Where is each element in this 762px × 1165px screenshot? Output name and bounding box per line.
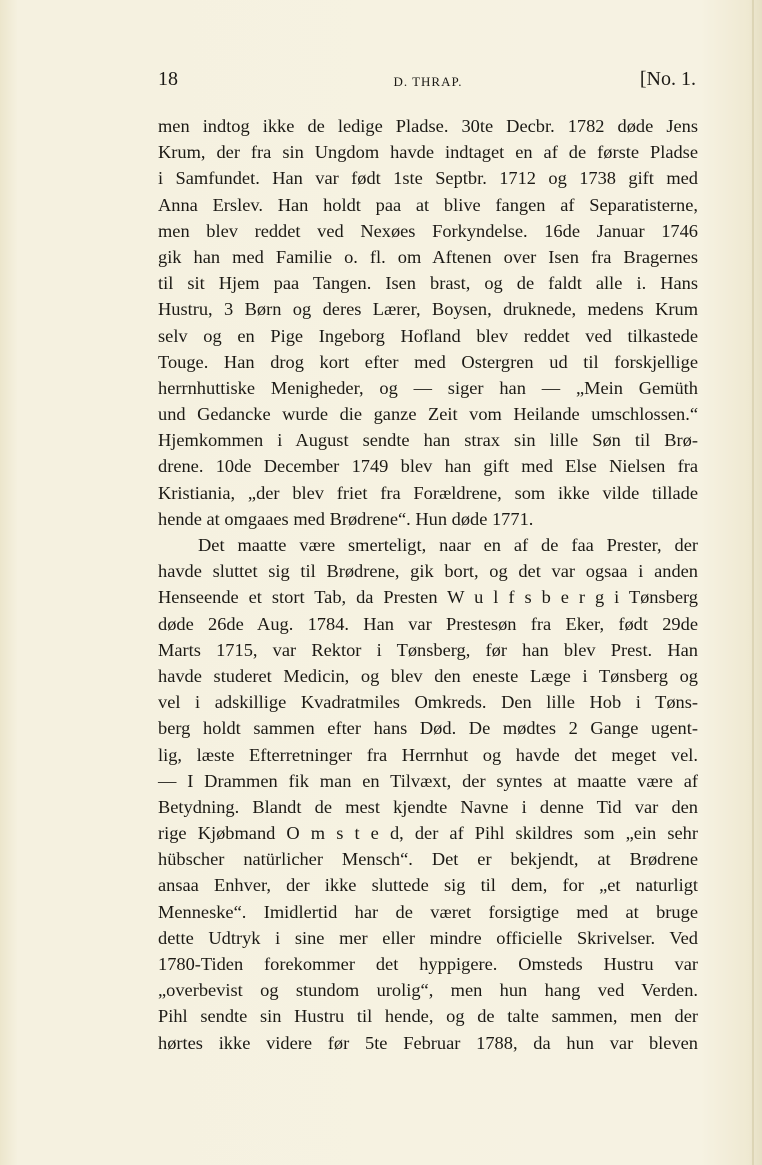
text-line: Betydning. Blandt de mest kjendte Navne i denne Tid var den (158, 796, 698, 817)
text-line: lig, læste Efterretninger fra Herrnhut og havde det meget vel. (158, 744, 698, 765)
text-line: Hjemkommen i August sendte han strax sin lille Søn til Brø- (158, 430, 698, 451)
text-line: Kristiania, „der blev friet fra Forældrene, som ikke vilde tillade (158, 482, 698, 503)
text-line: drene. 10de December 1749 blev han gift med Else Nielsen fra (158, 456, 698, 477)
text-line: Henseende et stort Tab, da Presten W u l f s b e r g i Tønsberg (158, 587, 698, 608)
text-line: Anna Erslev. Han holdt paa at blive fangen af Separatisterne, (158, 194, 698, 215)
text-line: men indtog ikke de ledige Pladse. 30te Decbr. 1782 døde Jens (158, 116, 698, 136)
text-line: ansaa Enhver, der ikke sluttede sig til dem, for „et naturligt (158, 875, 698, 896)
text-line: Krum, der fra sin Ungdom havde indtaget en af de første Pladse (158, 142, 698, 163)
page-number: 18 (158, 68, 178, 90)
text-line: selv og en Pige Ingeborg Hofland blev reddet ved tilkastede (158, 325, 698, 346)
text-line: Marts 1715, var Rektor i Tønsberg, før han blev Prest. Han (158, 639, 698, 660)
running-title: D. THRAP. (393, 74, 463, 89)
text-line: gik han med Familie o. fl. om Aftenen over Isen fra Bragernes (158, 246, 698, 267)
text-line: til sit Hjem paa Tangen. Isen brast, og de faldt alle i. Hans (158, 273, 698, 294)
text-line: berg holdt sammen efter hans Død. De mødtes 2 Gange ugent- (158, 718, 698, 739)
issue-label: [No. 1. (639, 68, 696, 90)
text-line: und Gedancke wurde die ganze Zeit vom Heilande umschlossen.“ (158, 404, 698, 425)
text-line: Touge. Han drog kort efter med Ostergren ud til forskjellige (158, 351, 698, 372)
text-line: Menneske“. Imidlertid har de været forsigtige med at bruge (158, 901, 698, 922)
text-line: — I Drammen fik man en Tilvæxt, der syntes at maatte være af (158, 770, 698, 791)
text-line: døde 26de Aug. 1784. Han var Prestesøn fra Eker, født 29de (158, 613, 698, 634)
text-line: hende at omgaaes med Brødrene“. Hun døde 1771. (158, 508, 534, 529)
text-line: i Samfundet. Han var født 1ste Septbr. 1712 og 1738 gift med (158, 168, 698, 189)
text-line: Pihl sendte sin Hustru til hende, og de talte sammen, men der (158, 1006, 698, 1027)
text-line: hørtes ikke videre før 5te Februar 1788, da hun var bleven (158, 1032, 698, 1053)
body-text (158, 113, 698, 1056)
text-line: rige Kjøbmand O m s t e d, der af Pihl skildres som „ein sehr (158, 823, 698, 844)
text-line: havde studeret Medicin, og blev den eneste Læge i Tønsberg og (158, 665, 698, 686)
text-line: havde sluttet sig til Brødrene, gik bort, og det var ogsaa i anden (158, 561, 698, 582)
text-line: men blev reddet ved Nexøes Forkyndelse. 16de Januar 1746 (158, 220, 698, 241)
text-line: dette Udtryk i sine mer eller mindre officielle Skrivelser. Ved (158, 927, 698, 948)
text-line: „overbevist og stundom urolig“, men hun hang ved Verden. (158, 980, 698, 1001)
page-edge (752, 0, 754, 1165)
page-header (158, 68, 698, 98)
text-line: Det maatte være smerteligt, naar en af de faa Prester, der (198, 535, 698, 555)
text-line: vel i adskillige Kvadratmiles Omkreds. Den lille Hob i Tøns- (158, 692, 698, 713)
text-line: 1780-Tiden forekommer det hyppigere. Omsteds Hustru var (158, 954, 698, 974)
text-line: Hustru, 3 Børn og deres Lærer, Boysen, druknede, medens Krum (158, 299, 698, 320)
text-line: herrnhuttiske Menigheder, og — siger han — „Mein Gemüth (158, 377, 698, 398)
text-line: hübscher natürlicher Mensch“. Det er bekjendt, at Brødrene (158, 849, 698, 870)
